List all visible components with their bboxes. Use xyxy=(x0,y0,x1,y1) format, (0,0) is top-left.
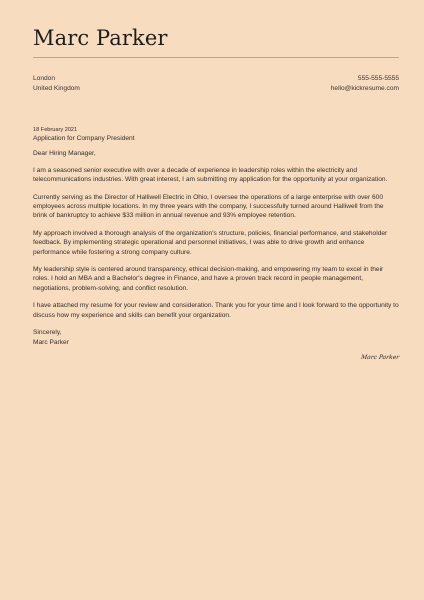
closing-phrase: Sincerely, xyxy=(33,329,62,337)
header-divider xyxy=(33,57,399,58)
letter-date: 18 February 2021 xyxy=(33,127,78,133)
paragraph-leadership: My leadership style is centered around transparency, ethical decision-making, and empowering my team to excel in their roles. I hold an MBA and a Bachelor's degree in Finance, and have a proven track record in people management, negotiations, problem-solving, and conflict resolution. xyxy=(33,266,384,292)
closing-block xyxy=(33,328,399,347)
closing-name: Marc Parker xyxy=(33,338,69,346)
paragraph-approach: My approach involved a thorough analysis of the organization's structure, policies, financial performance, and stakeholder feedback. By implementing strategic operational and personnel initiatives, I was able to drive growth and enhance performance while fostering a strong company culture. xyxy=(33,229,388,256)
salutation: Dear Hiring Manager, xyxy=(33,150,96,158)
letter-subject: Application for Company President xyxy=(33,135,135,142)
email-address: hello@kickresume.com xyxy=(330,84,399,92)
handwritten-signature: Marc Parker xyxy=(360,354,400,361)
phone-number: 555-555-5555 xyxy=(357,75,399,82)
contact-info xyxy=(33,74,399,93)
paragraph-conclusion: I have attached my resume for your review and consideration. Thank you for your time and I look forward to the opportunity to discuss how my experience and skills can benefit your organization. xyxy=(33,302,399,319)
city: London xyxy=(33,75,56,82)
paragraph-current-role: Currently serving as the Director of Halliwell Electric in Ohio, I oversee the operations of a large enterprise with over 600 employees across multiple locations. In my three years with the company, I successfully turned around Halliwell from the brink of bankruptcy to achieve $33 million in annual revenue and 93% employee retention. xyxy=(33,193,384,220)
applicant-name: Marc Parker xyxy=(33,26,168,50)
letter-body xyxy=(33,126,399,347)
address-block xyxy=(33,74,80,93)
country: United Kingdom xyxy=(33,84,80,92)
contact-details xyxy=(331,74,399,93)
paragraph-intro: I am a seasoned senior executive with over a decade of experience in leadership roles within the electricity and telecommunications industries. With great interest, I am submitting my application for the opportunity at your organization. xyxy=(33,166,388,184)
